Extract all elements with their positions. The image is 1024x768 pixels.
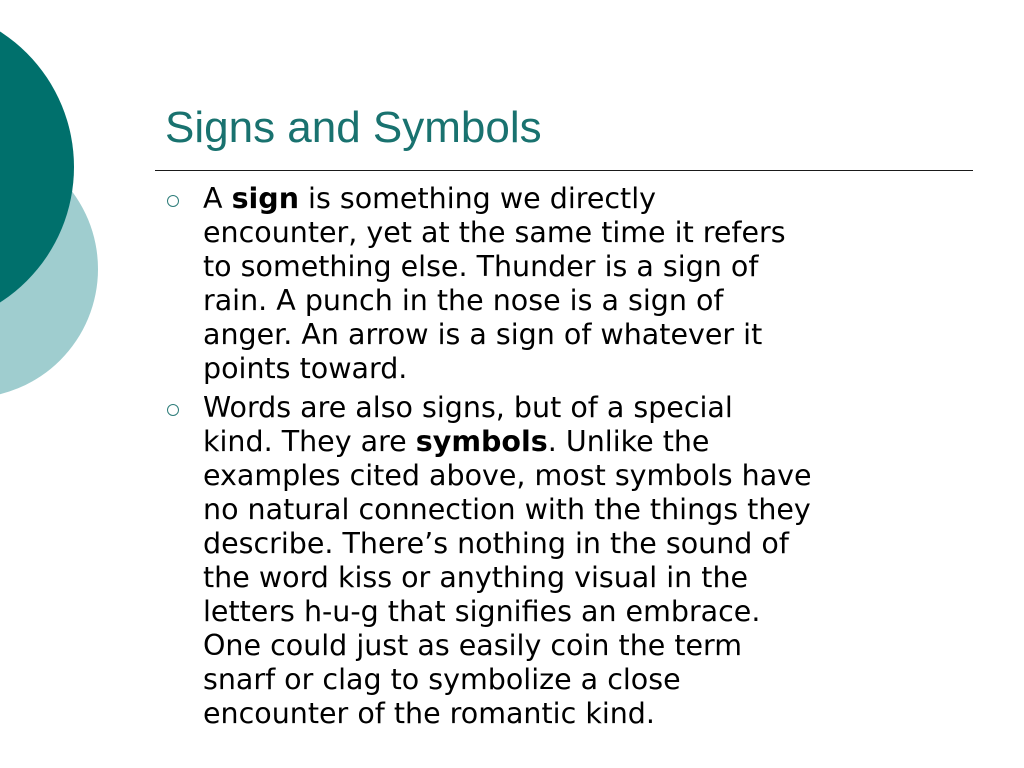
slide-title: Signs and Symbols — [165, 103, 542, 152]
bullet-line: describe. There’s nothing in the sound of — [203, 527, 789, 560]
bullet-line: the word kiss or anything visual in the — [203, 561, 749, 594]
hollow-circle-bullet-icon — [167, 195, 179, 207]
bullet-line: rain. A punch in the nose is a sign of — [203, 284, 724, 317]
line-text: A — [203, 182, 232, 215]
line-text: . Unlike the — [547, 425, 710, 458]
line-text: kind. They are — [203, 425, 416, 458]
keyword-sign: sign — [231, 182, 299, 215]
hollow-circle-bullet-icon — [167, 404, 179, 416]
bullet-line: to something else. Thunder is a sign of — [203, 250, 759, 283]
bullet-line — [203, 182, 974, 216]
keyword-symbols: symbols — [415, 425, 548, 458]
line-text: is something we directly — [299, 182, 657, 215]
bullet-line: encounter, yet at the same time it refers — [203, 216, 786, 249]
title-divider — [155, 170, 973, 171]
bullet-item-symbols — [164, 391, 974, 731]
bullet-line: points toward. — [203, 352, 408, 385]
bullet-line — [203, 425, 974, 459]
bullet-line: Words are also signs, but of a special — [203, 391, 733, 424]
bullet-line: examples cited above, most symbols have — [203, 459, 812, 492]
bullet-line: anger. An arrow is a sign of whatever it — [203, 318, 763, 351]
bullet-item-signs — [164, 182, 974, 386]
bullet-line: One could just as easily coin the term — [203, 629, 743, 662]
bullet-line: snarf or clag to symbolize a close — [203, 663, 681, 696]
bullet-list — [164, 182, 974, 736]
bullet-line: letters h-u-g that signifies an embrace. — [203, 595, 761, 628]
bullet-line: no natural connection with the things they — [203, 493, 811, 526]
bullet-line: encounter of the romantic kind. — [203, 697, 655, 730]
